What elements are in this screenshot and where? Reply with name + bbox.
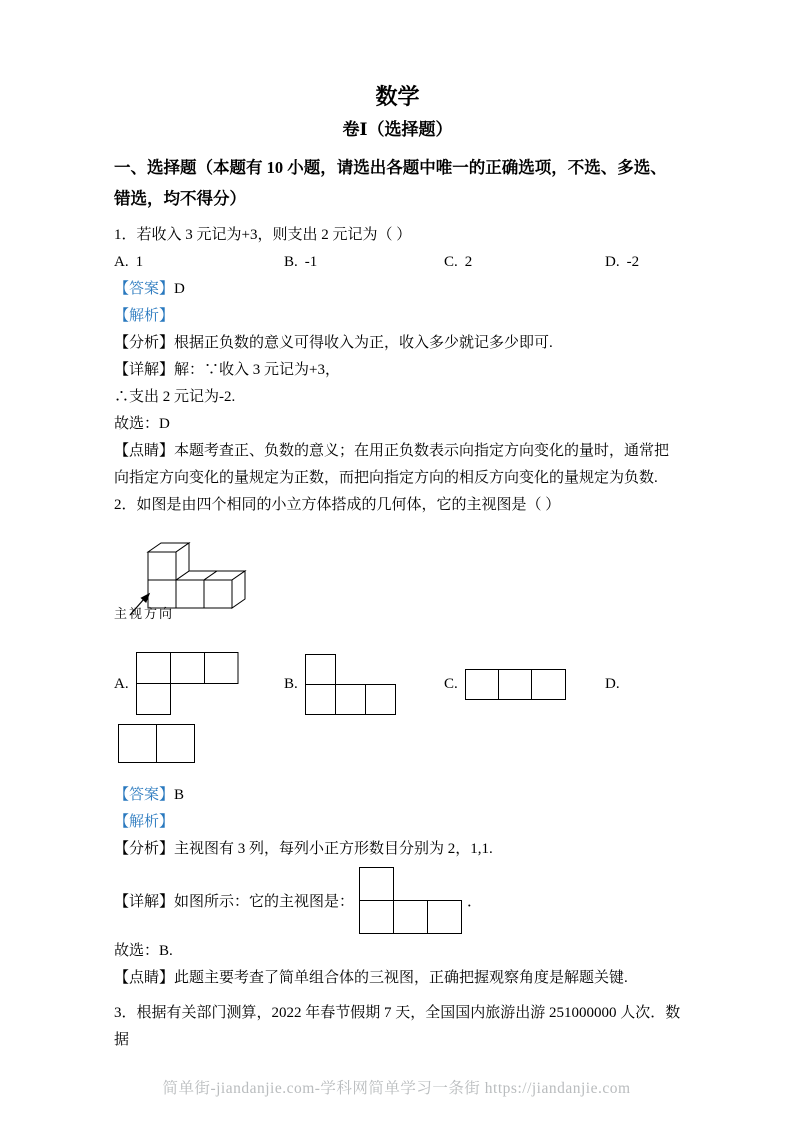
- q2-option-c: [444, 669, 605, 700]
- q1-answer-value: D: [174, 281, 185, 297]
- q2-option-d-label: D.: [605, 675, 620, 692]
- q2-answer-value: B: [174, 787, 185, 803]
- q2-option-d-figure-row: [118, 724, 681, 766]
- q1-option-a-text: 1: [135, 254, 144, 270]
- doc-title: 数学: [375, 84, 420, 109]
- q1-option-c-label: C.: [444, 254, 458, 270]
- q1-option-d-label: D.: [605, 254, 620, 270]
- q1-xiangjie-line2: ∴支出 2 元记为-2.: [114, 389, 236, 405]
- q1-option-c-text: 2: [464, 254, 473, 270]
- q1-dianjing: 【点睛】本题考查正、负数的意义；在用正负数表示向指定方向变化的量时，通常把向指定方向变化的量规定为正数，而把向指定方向的相反方向变化的量规定为负数.: [114, 443, 670, 486]
- q2-option-b: [284, 654, 444, 715]
- q1-xiangjie-line1: 【详解】解：∵收入 3 元记为+3，: [114, 362, 340, 378]
- q1-option-a-label: A.: [114, 254, 129, 270]
- option-b-figure: [305, 654, 396, 715]
- q2-option-a: [114, 652, 284, 716]
- analysis-bracket-label: 【解析】: [114, 814, 175, 830]
- q2-option-b-label: B.: [284, 675, 298, 692]
- q2-front-view-figure: [359, 867, 462, 934]
- q2-figure-block: [114, 525, 681, 622]
- q2-option-d: [605, 676, 681, 693]
- answer-bracket-label: 【答案】: [114, 281, 175, 297]
- q1-options-row: [114, 249, 681, 276]
- q2-option-c-label: C.: [444, 675, 458, 692]
- q1-stem: 1．若收入 3 元记为+3，则支出 2 元记为（ ）: [114, 227, 412, 243]
- q3-stem: 3．根据有关部门测算，2022 年春节假期 7 天，全国国内旅游出游 251000000 人次．数据: [114, 1005, 681, 1048]
- q1-conclusion: 故选：D: [114, 416, 170, 432]
- answer-bracket-label: 【答案】: [114, 787, 175, 803]
- q2-stem: 2．如图是由四个相同的小立方体搭成的几何体，它的主视图是（ ）: [114, 497, 561, 513]
- analysis-bracket-label: 【解析】: [114, 308, 175, 324]
- q1-answer-line: [114, 276, 681, 303]
- q1-option-d: [605, 249, 681, 276]
- view-direction-label: 主视方向: [114, 606, 175, 621]
- q2-options-row: [114, 652, 681, 716]
- option-a-figure: [136, 652, 239, 716]
- q2-fenxi: 【分析】主视图有 3 列，每列小正方形数目分别为 2，1,1.: [114, 841, 493, 857]
- q1-option-c: [444, 249, 605, 276]
- q2-option-a-label: A.: [114, 675, 129, 692]
- option-d-figure: [118, 724, 196, 764]
- q2-dianjing: 【点睛】此题主要考查了简单组合体的三视图，正确把握观察角度是解题关键.: [114, 970, 628, 986]
- q2-answer-line: [114, 782, 681, 809]
- section-heading: 一、选择题（本题有 10 小题，请选出各题中唯一的正确选项，不选、多选、错选，均不得分）: [114, 158, 667, 208]
- q1-option-b-text: -1: [304, 254, 318, 270]
- doc-subtitle: 卷Ⅰ（选择题）: [342, 120, 453, 139]
- q1-option-b: [284, 249, 444, 276]
- q2-xiangjie-text: 【详解】如图所示：它的主视图是：: [114, 894, 355, 910]
- q1-fenxi: 【分析】根据正负数的意义可得收入为正，收入多少就记多少即可.: [114, 335, 553, 351]
- q2-xiangjie-period: ．: [467, 894, 483, 910]
- q2-analysis-line: [114, 809, 681, 836]
- q1-option-a: [114, 249, 284, 276]
- q1-option-d-text: -2: [626, 254, 640, 270]
- q2-xiangjie-line: [114, 867, 681, 934]
- option-c-figure: [465, 669, 566, 700]
- q1-option-b-label: B.: [284, 254, 298, 270]
- q1-analysis-line: [114, 303, 681, 330]
- watermark-footer: 简单街-jiandanjie.com-学科网简单学习一条街 https://jiandanjie.com: [162, 1080, 631, 1097]
- q2-conclusion: 故选：B.: [114, 943, 173, 959]
